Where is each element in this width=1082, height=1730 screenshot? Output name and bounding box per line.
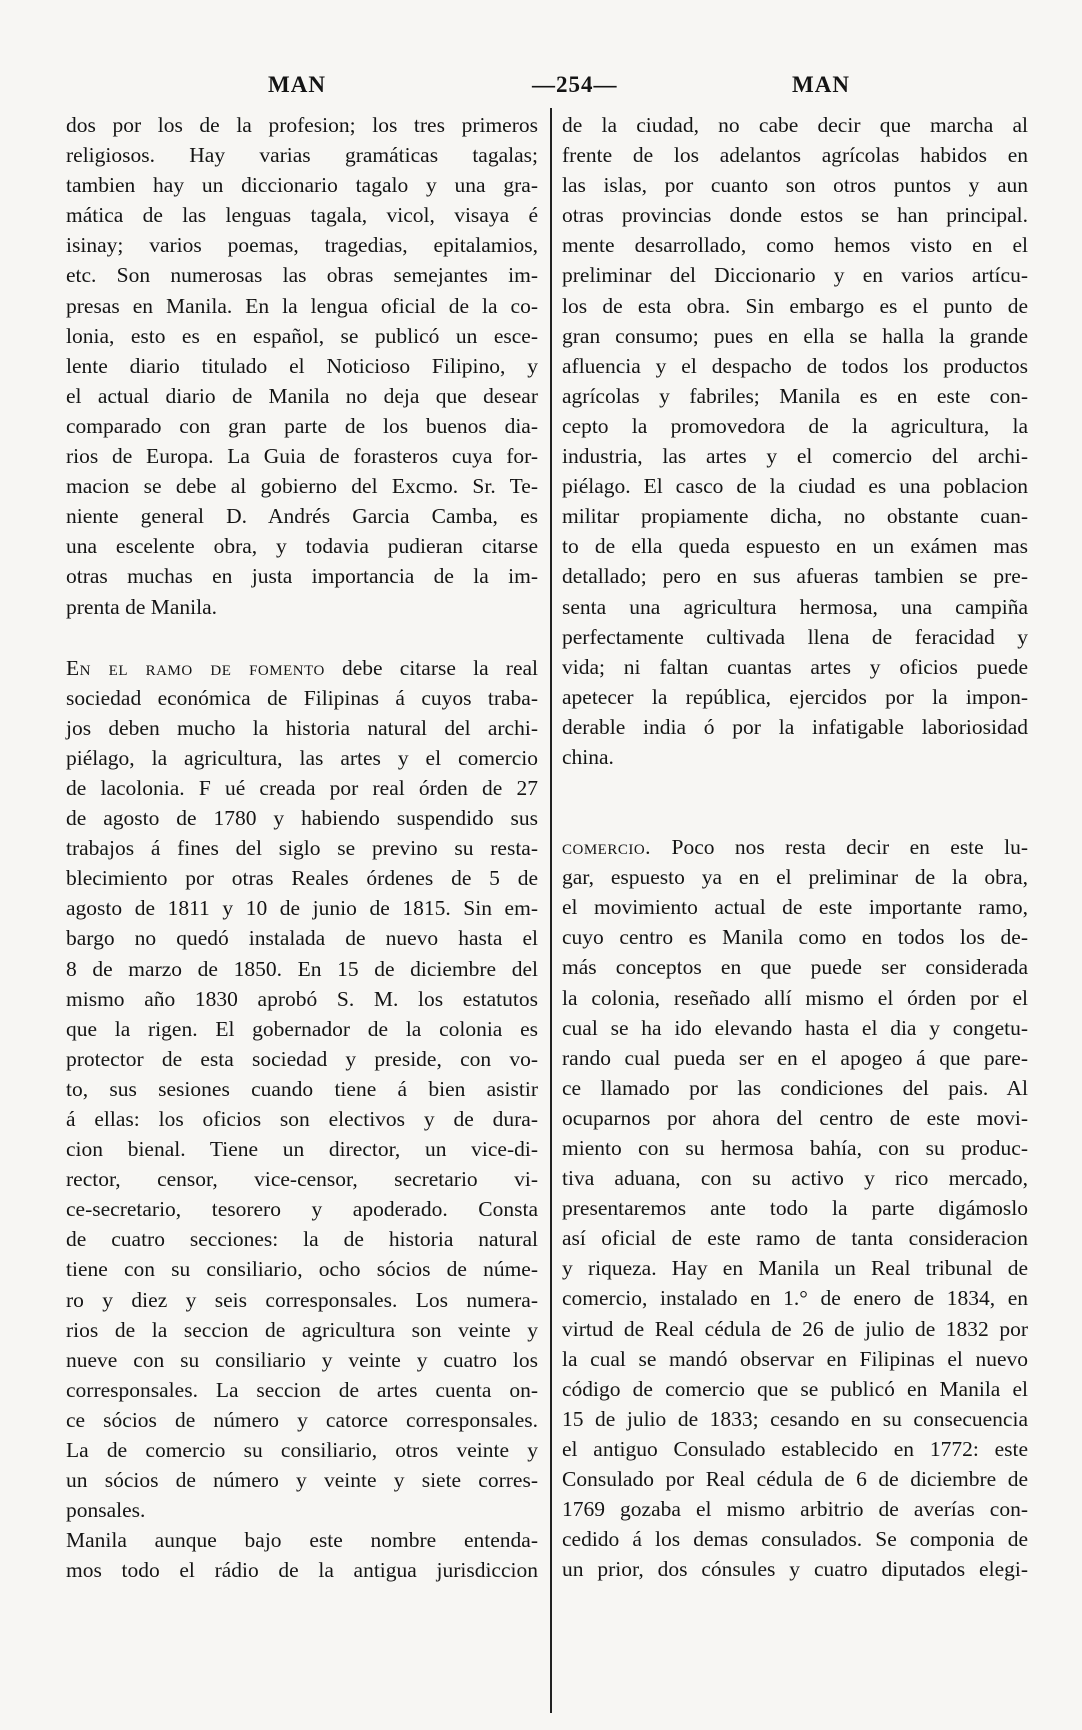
text-line: etc. Son numerosas las obras semejantes im- (66, 263, 538, 288)
right-column (562, 110, 1028, 1584)
text-line: Consulado por Real cédula de 6 de diciembre de (562, 1467, 1028, 1492)
heading-rest: debe citarse la real (342, 655, 539, 680)
text-line: corresponsales. La seccion de artes cuenta on- (66, 1377, 538, 1402)
text-line: código de comercio que se publicó en Manila el (562, 1376, 1028, 1401)
text-line: mos todo el rádio de la antigua jurisdiccion (66, 1558, 538, 1583)
text-line: ponsales. (66, 1498, 146, 1523)
text-line: 8 de marzo de 1850. En 15 de diciembre del (66, 956, 538, 981)
text-line: que la rigen. El gobernador de la colonia es (66, 1016, 538, 1041)
text-line: lonia, esto es en español, se publicó un esce- (66, 323, 538, 348)
text-line: piélago, la agricultura, las artes y el comercio (66, 745, 538, 770)
section-heading-comercio: comercio. (562, 835, 652, 860)
text-line: ce sócios de número y catorce corresponsales. (66, 1407, 538, 1432)
text-line: comparado con gran parte de los buenos dia- (66, 413, 538, 438)
text-line: mática de las lenguas tagala, vicol, visaya é (66, 203, 538, 228)
text-line: agosto de 1811 y 10 de junio de 1815. Sin em- (66, 896, 538, 921)
heading-rest: Poco nos resta decir en este lu- (671, 835, 1028, 860)
text-line: industria, las artes y el comercio del archi- (562, 444, 1028, 469)
text-line: ce llamado por las condiciones del pais. Al (562, 1075, 1028, 1100)
text-line: rios de la seccion de agricultura son veinte y (66, 1317, 538, 1342)
text-line: piélago. El casco de la ciudad es una poblacion (562, 474, 1028, 499)
text-line: militar propiamente dicha, no obstante cuan- (562, 504, 1028, 529)
text-line: y riqueza. Hay en Manila un Real tribunal de (562, 1256, 1028, 1281)
text-line: vida; ni faltan cuantas artes y oficios puede (562, 654, 1028, 679)
text-line: cepto la promovedora de la agricultura, la (562, 413, 1028, 438)
text-line: religiosos. Hay varias gramáticas tagalas; (66, 143, 538, 168)
section-heading-fomento: En el ramo de fomento (66, 655, 325, 680)
running-header-left: MAN (268, 72, 326, 97)
text-line: china. (562, 744, 614, 769)
text-line: la colonia, reseñado allí mismo el órden por el (562, 985, 1028, 1010)
text-line: protector de esta sociedad y preside, con vo- (66, 1046, 538, 1071)
text-line: rios de Europa. La Guia de forasteros cuya for- (66, 444, 538, 469)
right-para-2 (562, 832, 1028, 1584)
text-line: más conceptos en que puede ser considerada (562, 955, 1028, 980)
right-para-1 (562, 110, 1028, 772)
text-line: ro y diez y seis corresponsales. Los numera- (66, 1287, 538, 1312)
text-line: ocuparnos por ahora del centro de este movi- (562, 1105, 1028, 1130)
text-line: mente desarrollado, como hemos visto en el (562, 233, 1028, 258)
text-line: to de ella queda espuesto en un exámen mas (562, 534, 1028, 559)
text-line: tiene con su consiliario, ocho sócios de núme- (66, 1257, 538, 1282)
text-line (562, 832, 1028, 862)
running-header-right: MAN (792, 72, 850, 97)
text-line: presentaremos ante todo la parte digámoslo (562, 1196, 1028, 1221)
text-line: frente de los adelantos agrícolas habidos en (562, 143, 1028, 168)
text-line: gar, espuesto ya en el preliminar de la obra, (562, 865, 1028, 890)
text-line: tiva aduana, con su activo y rico mercado, (562, 1166, 1028, 1191)
left-para-1 (66, 110, 538, 622)
text-line: La de comercio su consiliario, otros veinte y (66, 1438, 538, 1463)
text-line: una escelente obra, y todavia pudieran citarse (66, 534, 538, 559)
text-line: miento con su hermosa bahía, con su produc- (562, 1136, 1028, 1160)
text-line: trabajos á fines del siglo se previno su resta- (66, 836, 538, 861)
text-line: perfectamente cultivada llena de feracidad y (562, 624, 1028, 649)
text-line: 15 de julio de 1833; cesando en su consecuencia (562, 1406, 1028, 1431)
text-line: cual se ha ido elevando hasta el dia y congetu- (562, 1015, 1028, 1040)
text-line: rector, censor, vice-censor, secretario vi- (66, 1167, 538, 1192)
text-line: de lacolonia. F ué creada por real órden de 27 (66, 775, 538, 800)
left-para-3 (66, 1525, 538, 1585)
text-line: de cuatro secciones: la de historia natural (66, 1227, 538, 1252)
text-line (66, 653, 538, 683)
text-line: la cual se mandó observar en Filipinas el nuevo (562, 1346, 1028, 1371)
text-line: sociedad económica de Filipinas á cuyos traba- (66, 685, 538, 710)
text-line: mismo año 1830 aprobó S. M. los estatutos (66, 986, 538, 1011)
text-line: apetecer la república, ejercidos por la impon- (562, 684, 1028, 709)
text-line: bargo no quedó instalada de nuevo hasta el (66, 926, 538, 951)
page-number: —254— (532, 72, 618, 97)
left-para-2 (66, 653, 538, 1526)
text-line: de la ciudad, no cabe decir que marcha al (562, 113, 1028, 137)
text-line: dos por los de la profesion; los tres primeros (66, 113, 538, 137)
text-line: Manila aunque bajo este nombre entenda- (66, 1528, 538, 1553)
text-line: blecimiento por otras Reales órdenes de 5 de (66, 866, 538, 891)
text-line: los de esta obra. Sin embargo es el punto de (562, 293, 1028, 318)
text-line: presas en Manila. En la lengua oficial de la co- (66, 293, 538, 318)
text-line: afluencia y el despacho de todos los productos (562, 353, 1028, 378)
text-line: senta una agricultura hermosa, una campiña (562, 594, 1028, 619)
text-line: otras muchas en justa importancia de la im- (66, 564, 538, 589)
text-line: el antiguo Consulado establecido en 1772: este (562, 1436, 1028, 1461)
text-line: cuyo centro es Manila como en todos los de- (562, 925, 1028, 950)
column-divider (550, 108, 552, 1713)
text-line: de agosto de 1780 y habiendo suspendido sus (66, 806, 538, 831)
text-line: lente diario titulado el Noticioso Filipino, y (66, 353, 538, 378)
text-line: jos deben mucho la historia natural del archi- (66, 715, 538, 740)
text-line: isinay; varios poemas, tragedias, epitalamios, (66, 233, 538, 258)
text-line: ce-secretario, tesorero y apoderado. Consta (66, 1197, 538, 1222)
text-line: rando cual pueda ser en el apogeo á que pare- (562, 1045, 1028, 1070)
text-line: nueve con su consiliario y veinte y cuatro los (66, 1347, 538, 1372)
text-line: cedido á los demas consulados. Se componia de (562, 1527, 1028, 1552)
text-line: preliminar del Diccionario y en varios artícu- (562, 263, 1028, 288)
text-line: el movimiento actual de este importante ramo, (562, 895, 1028, 920)
text-line: gran consumo; pues en ella se halla la grande (562, 323, 1028, 348)
text-line: así oficial de este ramo de tanta consideracion (562, 1226, 1028, 1251)
text-line: prenta de Manila. (66, 594, 218, 619)
text-line: cion bienal. Tiene un director, un vice-di- (66, 1137, 538, 1162)
text-line: niente general D. Andrés Garcia Camba, es (66, 504, 538, 529)
text-line: to, sus sesiones cuando tiene á bien asistir (66, 1076, 538, 1101)
text-line: un prior, dos cónsules y cuatro diputados elegi- (562, 1557, 1028, 1582)
text-line: virtud de Real cédula de 26 de julio de 1832 por (562, 1316, 1028, 1341)
text-line: á ellas: los oficios son electivos y de dura- (66, 1107, 538, 1131)
text-line: el actual diario de Manila no deja que desear (66, 383, 538, 408)
left-column (66, 110, 538, 1586)
text-line: comercio, instalado en 1.° de enero de 1834, en (562, 1286, 1028, 1311)
text-line: otras provincias donde estos se han principal. (562, 203, 1028, 228)
text-line: 1769 gozaba el mismo arbitrio de averías con- (562, 1497, 1028, 1522)
text-line: un sócios de número y veinte y siete corres- (66, 1468, 538, 1493)
text-line: macion se debe al gobierno del Excmo. Sr. Te- (66, 474, 538, 499)
text-line: agrícolas y fabriles; Manila es en este con- (562, 383, 1028, 408)
text-line: derable india ó por la infatigable laboriosidad (562, 714, 1028, 739)
text-line: detallado; pero en sus afueras tambien se pre- (562, 564, 1028, 589)
text-line: tambien hay un diccionario tagalo y una gra- (66, 173, 538, 198)
text-line: las islas, por cuanto son otros puntos y aun (562, 173, 1028, 198)
